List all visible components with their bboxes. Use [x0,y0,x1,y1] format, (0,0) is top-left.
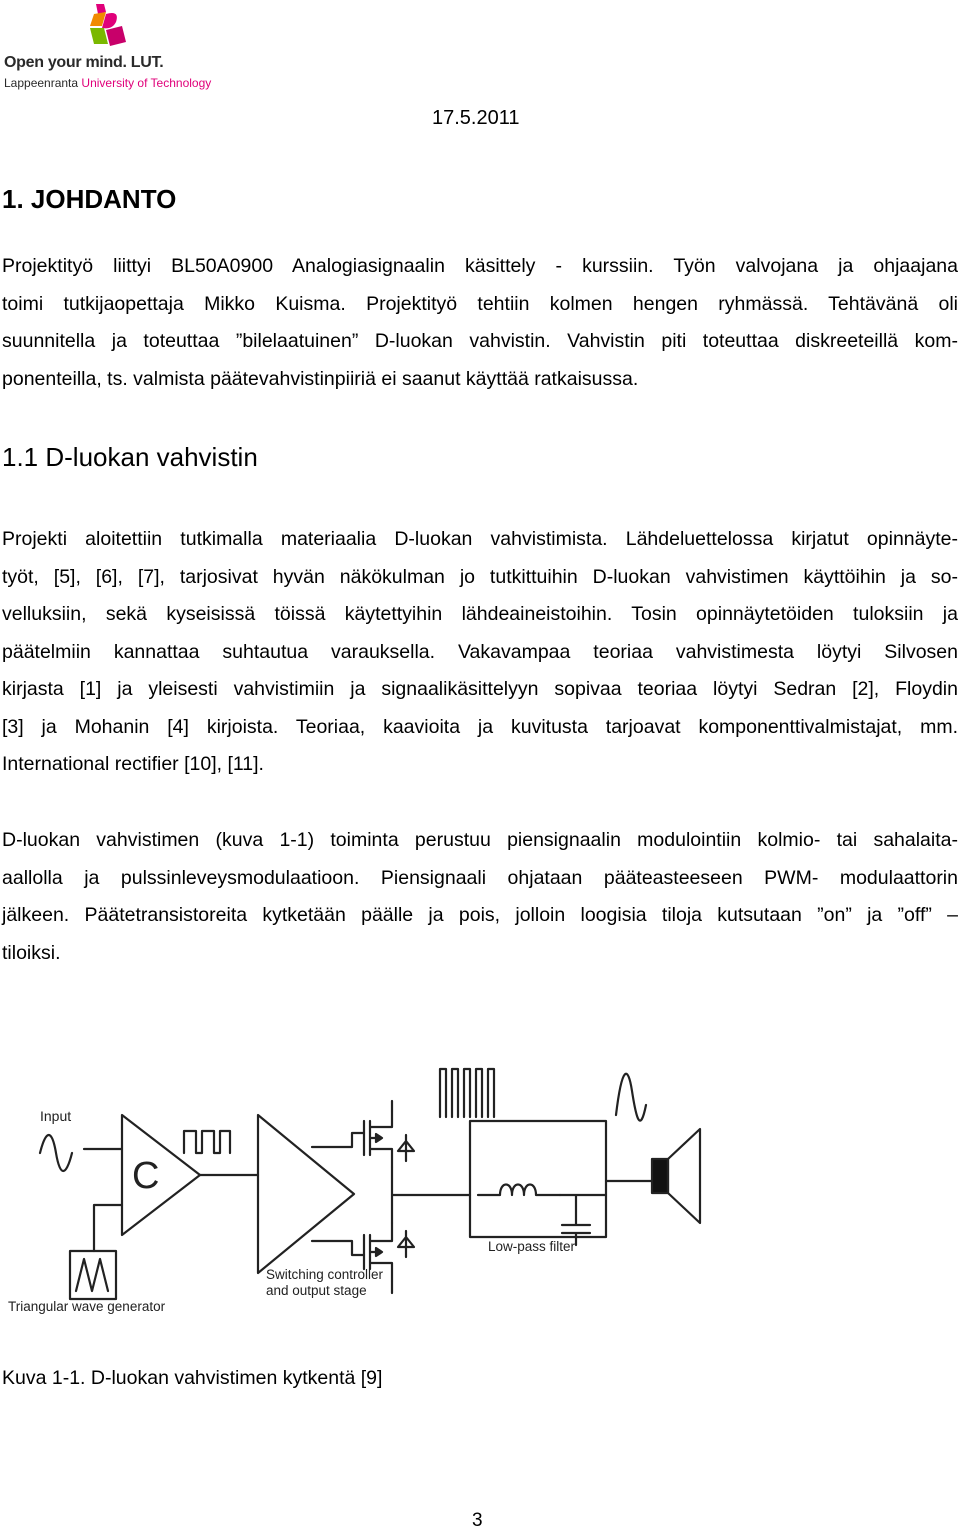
switching-label-line2: and output stage [266,1283,367,1298]
text-line: päätelmiin kannattaa suhtautua varauksella. Vakavampaa teoriaa vahvistimesta löytyi Silvosen [2,640,958,663]
figure-caption: Kuva 1-1. D-luokan vahvistimen kytkentä [9] [2,1367,383,1389]
text-line: suunnitella ja toteuttaa ”bilelaatuinen” D-luokan vahvistin. Vahvistin piti toteuttaa diskreeteillä kom- [2,330,958,352]
paragraph-operation [2,822,958,972]
pwm-pulse-icon-1 [184,1131,230,1153]
section-heading-johdanto: 1. JOHDANTO [2,184,177,214]
input-label: Input [40,1108,72,1124]
page-number: 3 [472,1510,483,1531]
triangular-wave-icon [76,1259,108,1291]
output-stage-wire [392,1101,470,1293]
logo-tagline: Open your mind. LUT. [4,54,164,71]
text-line: Projekti aloitettiin tutkimalla materiaalia D-luokan vahvistimista. Lähdeluettelossa kirjatut opinnäyte- [2,528,958,550]
controller-output-upper [312,1133,364,1147]
diode-icon-2 [398,1231,414,1257]
subsection-heading: 1.1 D-luokan vahvistin [2,442,258,472]
diode-icon-1 [398,1135,414,1161]
controller-output-lower [312,1241,364,1255]
lut-logo [0,0,230,100]
text-line: International rectifier [10], [11]. [2,753,264,775]
logo-university: Lappeenranta University of Technology [4,76,212,90]
document-date: 17.5.2011 [432,107,520,129]
upper-transistor-arrow [376,1134,382,1142]
text-line: [3] ja Mohanin [4] kirjoista. Teoriaa, kaavioita ja kuvitusta tarjoavat komponenttivalmistajat, mm. [2,715,958,738]
triangular-generator-box [70,1251,116,1299]
generator-wire [94,1205,122,1251]
comparator-label: C [132,1155,160,1197]
lut-logo-mark [84,0,144,56]
text-line: ponenteilla, ts. valmista päätevahvistinpiiriä ei saanut käyttää ratkaisussa. [2,367,639,390]
text-line: velluksiin, sekä kyseisissä töissä käytettyihin lähdeaineistoihin. Tosin opinnäytetöiden tuloksiin ja [2,603,958,625]
switching-controller-triangle [258,1115,354,1273]
paragraph-background [2,521,958,784]
text-line: D-luokan vahvistimen (kuva 1-1) toiminta perustuu piensignaalin modulointiin kolmio- tai sahalaita- [2,829,958,851]
paragraph-intro [2,248,958,398]
text-line: tiloiksi. [2,941,61,964]
text-line: toimi tutkijaopettaja Mikko Kuisma. Projektityö tehtiin kolmen hengen ryhmässä. Tehtävänä oli [2,292,958,315]
output-sine-icon [616,1074,646,1121]
low-pass-filter-box [470,1121,606,1237]
pwm-pulse-icon-2 [440,1069,494,1117]
text-line: Projektityö liittyi BL50A0900 Analogiasignaalin käsittely - kurssiin. Työn valvojana ja ohjaajana [2,255,958,277]
triangular-generator-label: Triangular wave generator [8,1299,166,1314]
input-sine-icon [40,1135,72,1171]
speaker-magnet [652,1159,668,1193]
text-line: kirjasta [1] ja yleisesti vahvistimiin ja signaalikäsittelyyn sopivaa teoriaa löytyi Sedran [2], Floydin [2,678,958,700]
text-line: työt, [5], [6], [7], tarjosivat hyvän näkökulman jo tutkittuihin D-luokan vahvistimen käyttöihin ja so- [2,565,958,588]
lower-transistor-arrow [376,1248,382,1256]
switching-label-line1: Switching controller [266,1267,384,1282]
inductor-icon [478,1185,560,1196]
text-line: aallolla ja pulssinleveysmodulaatioon. Piensignaali ohjataan pääteasteeseen PWM- modulaattorin [2,866,958,889]
speaker-cone-icon [668,1129,700,1223]
text-line: jälkeen. Päätetransistoreita kytketään päälle ja pois, jolloin loogisia tiloja kutsutaan ”on” ja ”off” – [2,904,958,926]
class-d-amplifier-diagram [0,1055,960,1325]
low-pass-filter-label: Low-pass filter [488,1239,576,1254]
